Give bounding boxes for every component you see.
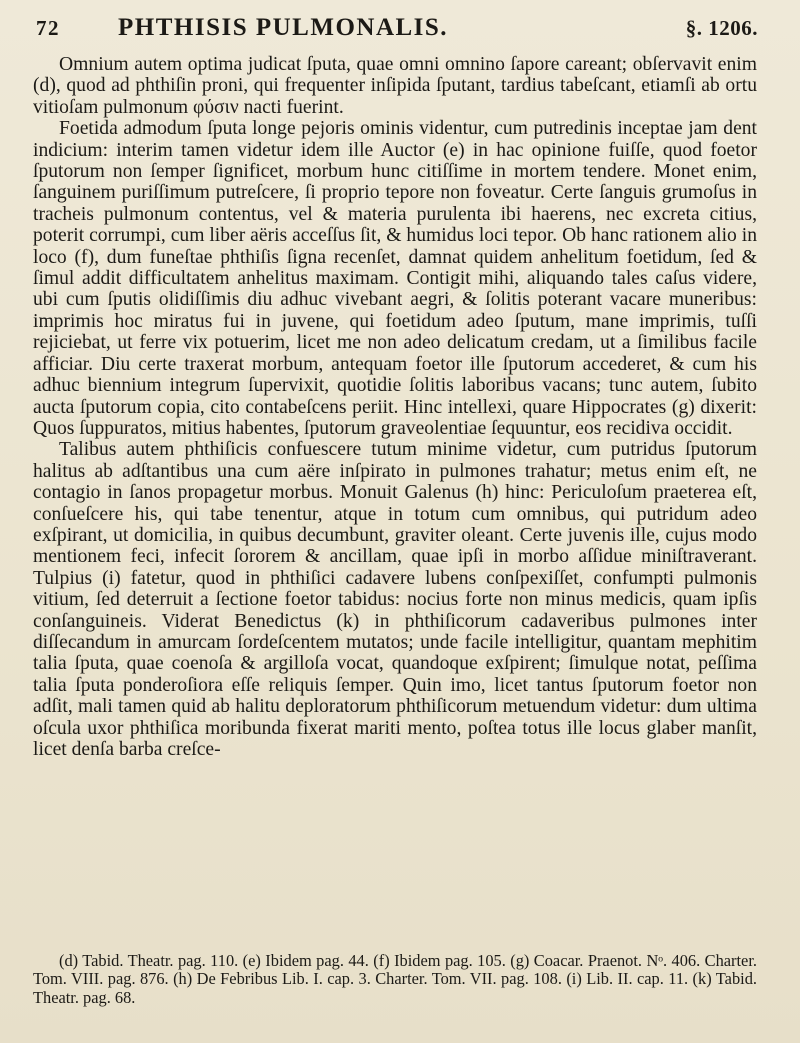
section-number: §. 1206. <box>685 16 758 40</box>
paragraph: Talibus autem phthiſicis confuescere tutum minime videtur, cum putridus ſputorum halitus ab adſtantibus una cum aëre inſpirato in pulmones trahatur; metus enim eſt, ne contagio in ſanos propagetur morbus. Monuit Galenus (h) hinc: Periculoſum praeterea eſt, conſueſcere his, qui tabe tenentur, atque in totum cum omnibus, qui putridum adeo exſpirant, ut domicilia, in quibus decumbunt, graviter oleant. Certe juvenis ille, cujus modo mentionem feci, infecit ſororem & ancillam, quae ipſi in morbo aſſidue miniſtraverant. Tulpius (i) fatetur, quod in phthiſici cadavere lubens conſpexiſſet, confumpti pulmonis vitium, ſed deterruit a ſectione foetor tabidus: nocius forte non minus medicis, quam ipſis conſanguineis. Viderat Benedictus (k) in phthiſicorum cadaveribus pulmones inter diſſecandum in amurcam ſordeſcentem mutatos; unde facile intelligitur, quantam mephitim talia ſputa, quae coenoſa & argilloſa vocat, quandoque exſpirent; ſimulque notat, peſſima talia ſputa ponderoſiora eſſe reliquis ſemper. Quin imo, licet tantus ſputorum foetor non adſit, mali tamen quid ab halitu deploratorum phthiſicorum metuendum videtur: dum ultima oſcula uxor phthiſica moribunda fixerat mariti mento, poſtea totus ille locus glaber manſit, licet denſa barba creſce- <box>33 439 757 760</box>
paragraph: Foetida admodum ſputa longe pejoris ominis videntur, cum putredinis inceptae jam dent indicium: interim tamen videtur idem ille Auctor (e) in hac opinione fuiſſe, quod foetor ſputorum non ſemper ſignificet, morbum hunc citiſſime in mortem tendere. Monet enim, ſanguinem puriſſimum putreſcere, ſi proprio tepore non foveatur. Certe ſanguis grumoſus in tracheis pulmonum contentus, vel & materia purulenta ibi haerens, nec excreta citius, poterit corrumpi, cum liber aëris acceſſus ſit, & humidus loci tepor. Ob hanc rationem alio in loco (f), dum funeſtae phthiſis ſigna recenſet, damnat quidem anhelitum foetidum, ſed & ſimul addit difficultatem anhelitus maximam. Contigit mihi, aliquando tales caſus videre, ubi cum ſputis olidiſſimis diu adhuc vivebant aegri, & ſolitis poterant vacare muneribus: imprimis hoc miratus fui in juvene, qui foetidum adeo ſputum, mane imprimis, tuſſi rejiciebat, ut ferre vix potuerim, licet me non adeo delicatum credam, ut a ſimilibus facile afficiar. Diu certe traxerat morbum, antequam foetor ille ſputorum accederet, & cum his adhuc biennium integrum ſupervixit, quotidie ſolitis laboribus vacans; tunc autem, ſubito aucta ſputorum copia, cito contabeſcens periit. Hinc intellexi, quare Hippocrates (g) dixerit: Quos ſuppuratos, mitius habentes, ſputorum graveolentiae ſequuntur, eos recidiva occidit. <box>33 118 757 439</box>
running-title: PHTHISIS PULMONALIS. <box>118 14 449 41</box>
paragraph: Omnium autem optima judicat ſputa, quae omni omnino ſapore careant; obſervavit enim (d), quod ad phthiſin proni, qui frequenter inſipida ſputant, tardius tabeſcant, etiamſi ab ortu vitioſam pulmonum φύσιν nacti fuerint. <box>33 54 757 118</box>
main-text <box>33 54 757 760</box>
page-number: 72 <box>36 16 60 40</box>
running-header <box>30 12 770 46</box>
footnote-block: (d) Tabid. Theatr. pag. 110. (e) Ibidem pag. 44. (f) Ibidem pag. 105. (g) Coacar. Praenot. Nᵒ. 406. Charter. Tom. VIII. pag. 876. (h) De Febribus Lib. I. cap. 3. Charter. Tom. VII. pag. 108. (i) Lib. II. cap. 11. (k) Tabid. Theatr. pag. 68. <box>33 951 757 1007</box>
footnotes <box>33 952 757 1007</box>
